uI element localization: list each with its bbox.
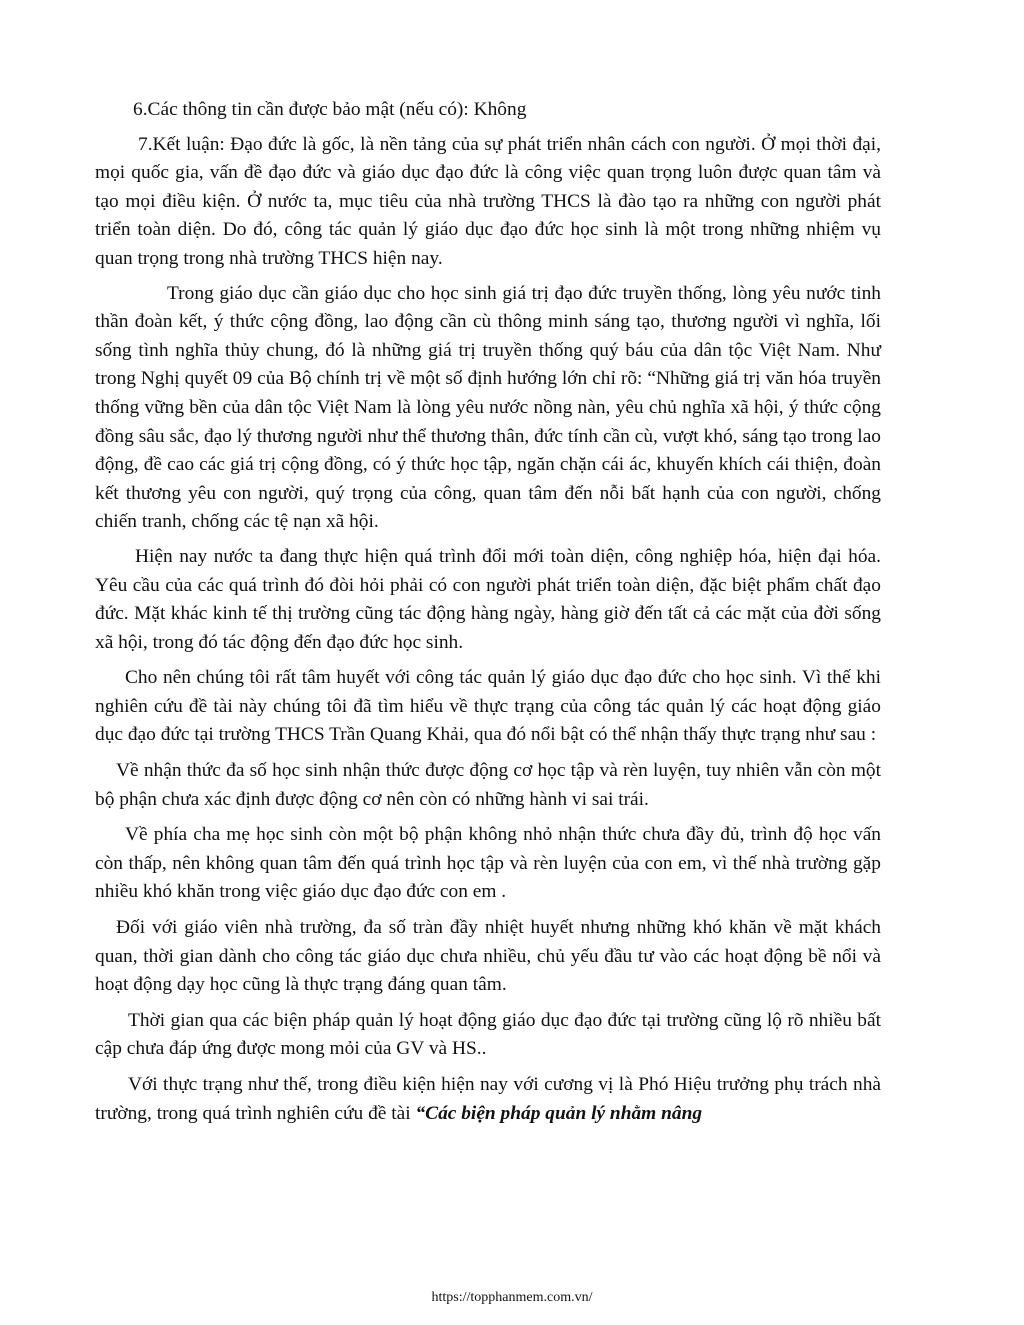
paragraph-situation: [95, 1071, 881, 1128]
topic-title-emphasis: “Các biện pháp quản lý nhằm nâng: [415, 1102, 703, 1124]
paragraph-shortcomings: Thời gian qua các biện pháp quản lý hoạt động giáo dục đạo đức tại trường cũng lộ rõ nhiều bất cập chưa đáp ứng được mong mỏi của GV và HS..: [95, 1009, 881, 1060]
paragraph-student-awareness: Về nhận thức đa số học sinh nhận thức được động cơ học tập và rèn luyện, tuy nhiên vẫn còn một bộ phận chưa xác định được động cơ nên còn có những hành vi sai trái.: [95, 760, 881, 810]
paragraph-conclusion: 7.Kết luận: Đạo đức là gốc, là nền tảng của sự phát triển nhân cách con người. Ở mọi thời đại, mọi quốc gia, vấn đề đạo đức và giáo dục đạo đức là công việc quan trọng luôn được quan tâm và tạo mọi điều kiện. Ở nước ta, mục tiêu của nhà trường THCS là đào tạo ra những con người phát triển toàn diện. Do đó, công tác quản lý giáo dục đạo đức học sinh là một trong những nhiệm vụ quan trọng trong nhà trường THCS hiện nay.: [95, 133, 881, 269]
paragraph-dedication: Cho nên chúng tôi rất tâm huyết với công tác quản lý giáo dục đạo đức cho học sinh. Vì thế khi nghiên cứu đề tài này chúng tôi đã tìm hiểu về thực trạng của công tác quản lý các hoạt động giáo dục đạo đức tại trường THCS Trần Quang Khải, qua đó nổi bật có thể nhận thấy thực trạng như sau :: [95, 667, 881, 746]
section-6-line: 6.Các thông tin cần được bảo mật (nếu có): Không: [133, 99, 527, 120]
document-body: [95, 96, 881, 1128]
paragraph-traditional-values: Trong giáo dục cần giáo dục cho học sinh giá trị đạo đức truyền thống, lòng yêu nước tinh thần đoàn kết, ý thức cộng đồng, lao động cần cù thông minh sáng tạo, thương người vì nghĩa, lối sống tình nghĩa thủy chung, đó là những giá trị truyền thống quý báu của dân tộc Việt Nam. Như trong Nghị quyết 09 của Bộ chính trị về một số định hướng lớn chỉ rõ: “Những giá trị văn hóa truyền thống vững bền của dân tộc Việt Nam là lòng yêu nước nồng nàn, yêu chủ nghĩa xã hội, ý thức cộng đồng sâu sắc, đạo lý thương người như thể thương thân, đức tính cần cù, vượt khó, sáng tạo trong lao động, đề cao các giá trị cộng đồng, có ý thức học tập, ngăn chặn cái ác, khuyến khích cái thiện, đoàn kết thương yêu con người, quý trọng của công, quan tâm đến nỗi bất hạnh của con người, chống chiến tranh, chống các tệ nạn xã hội.: [95, 282, 881, 533]
paragraph-situation-text: Với thực trạng như thế, trong điều kiện hiện nay với cương vị là Phó Hiệu trưởng phụ trách nhà trường, trong quá trình nghiên cứu đề tài: [95, 1074, 881, 1124]
paragraph-parents: Về phía cha mẹ học sinh còn một bộ phận không nhỏ nhận thức chưa đầy đủ, trình độ học vấn còn thấp, nên không quan tâm đến quá trình học tập và rèn luyện của con em, vì thế nhà trường gặp nhiều khó khăn trong việc giáo dục đạo đức con em .: [95, 824, 881, 903]
paragraph-renovation: Hiện nay nước ta đang thực hiện quá trình đổi mới toàn diện, công nghiệp hóa, hiện đại hóa. Yêu cầu của các quá trình đó đòi hỏi phải có con người phát triển toàn diện, đặc biệt phẩm chất đạo đức. Mặt khác kinh tế thị trường cũng tác động hàng ngày, hàng giờ đến tất cả các mặt của đời sống xã hội, trong đó tác động đến đạo đức học sinh.: [95, 545, 881, 653]
footer-url: https://topphanmem.com.vn/: [431, 1290, 593, 1305]
paragraph-teachers: Đối với giáo viên nhà trường, đa số tràn đầy nhiệt huyết nhưng những khó khăn về mặt khách quan, thời gian dành cho công tác giáo dục chưa nhiều, chủ yếu đầu tư vào các hoạt động bề nổi và hoạt động dạy học cũng là thực trạng đáng quan tâm.: [95, 917, 881, 996]
